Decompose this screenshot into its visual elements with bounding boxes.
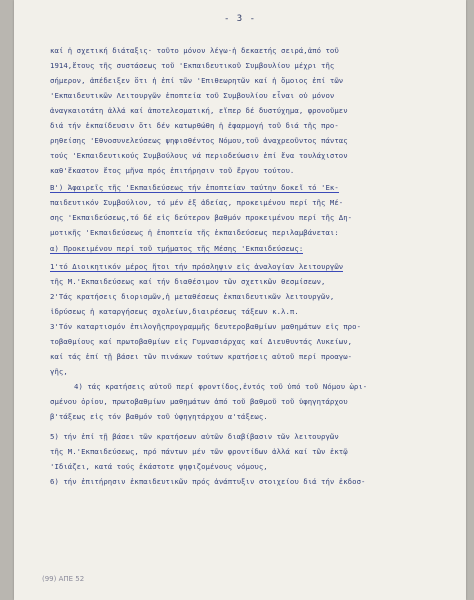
- page-number: - 3 -: [223, 14, 257, 24]
- text-line: ἀναγκαιοτάτη ἀλλά καί ἀποτελεσματική, εἴπερ δέ δυστύχημα, φρονοῦμεν: [50, 106, 348, 115]
- text-line: σης 'Εκπαιδεύσεως,τό δέ εἰς δεύτερον βαθμόν προκειμένου περί τῆς Δη-: [50, 213, 353, 222]
- document-page: [14, 0, 466, 600]
- text-line: τῆς Μ.'Εκπαιδεύσεως, πρό πάντων μέν τῶν φροντίδων ἀλλά καί τῶν ἐκτῷ: [50, 447, 348, 456]
- text-line: τῆς Μ.'Εκπαιδεύσεως καί τήν διαθέσιμον τῶν σχετικῶν θεσμίσεων,: [50, 277, 326, 286]
- text-line: καθ'ἕκαστον ἔτος μῆνα πρός ἐπιτήρησιν τοῦ ἔργου τούτου.: [50, 166, 295, 175]
- text-line: σμένου ὁρίου, πρωτοβαθμίων μαθημάτων ἀπό τοῦ βαθμοῦ τοῦ ὑφηγητάρχου: [50, 397, 348, 406]
- text-line: γῆς,: [50, 367, 68, 376]
- handwritten-archive-note: (99) ΑΠΕ 52: [42, 575, 85, 583]
- text-line: β'τάξεως εἰς τόν βαθμόν τοῦ ὑφηγητάρχου α'τάξεως.: [50, 412, 268, 421]
- text-line: 4) τάς κρατήσεις αὐτοῦ περί φροντίδος,ἐντός τοῦ ὑπό τοῦ Νόμου ὡρι-: [74, 382, 368, 391]
- text-line: 3'Τόν καταρτισμόν ἐπιλογῆςπρογραμμῆς δευτεροβαθμίων μαθημάτων εἰς προ-: [50, 322, 362, 331]
- text-line: μοτικῆς 'Εκπαιδεύσεως ἡ ἐποπτεία τῆς ἐκπαιδεύσεως περιλαμβάνεται:: [50, 228, 339, 237]
- text-line: καί τάς ἐπί τῇ βάσει τῶν πινάκων τούτων κρατήσεις αὐτοῦ περί προαγω-: [50, 352, 353, 361]
- text-line: ρηθείσης 'Εθνοσυνελεύσεως ψηφισθέντος Νόμου,τοῦ ἀναχρεοῦντος πάντας: [50, 136, 348, 145]
- text-line: καί ἡ σχετική διάταξις· τοῦτο μόνον λέγω·ἡ δεκαετής σειρά,ἀπό τοῦ: [50, 46, 339, 55]
- text-line: 5) τήν ἐπί τῇ βάσει τῶν κρατήσεων αὐτῶν διαβίβασιν τῶν λειτουργῶν: [50, 432, 339, 441]
- typed-text-body: [14, 0, 466, 600]
- text-line: 6) τήν ἐπιτήρησιν ἐκπαιδευτικῶν πρός ἀνάπτυξιν στοιχείου διά τήν ἐκδοσ-: [50, 477, 366, 486]
- text-line: τούς 'Εκπαιδευτικούς Συμβούλους νά περιοδεύωσιν ἐπί ἕνα τουλάχιστον: [50, 151, 348, 160]
- text-line: διά τήν ἐκπαίδευσιν ὅτι δέν κατωρθώθη ἡ ἐφαρμογή τοῦ διά τῆς προ-: [50, 121, 339, 130]
- text-line: τοβαθμίους καί πρωτοβαθμίων εἰς Γυμνασιάρχας καί Διευθυντάς Λυκείων,: [50, 337, 353, 346]
- text-line: παιδευτικόν Συμβούλιον, τό μέν ἐξ ἀδείας, προκειμένου περί τῆς Μέ-: [50, 198, 344, 207]
- text-line-underlined: Β') Ἀφαιρεῖς τῆς 'Εκπαιδεύσεως τήν ἐποπτείαν ταύτην δοκεῖ τό 'Εκ-: [50, 183, 339, 192]
- text-line-underlined: 1'τό Διοικητικόν μέρος ἤτοι τήν πρόσληψιν εἰς ἀναλογίαν λειτουργῶν: [50, 262, 344, 271]
- text-line: 1914,ἔτους τῆς συστάσεως τοῦ 'Εκπαιδευτικοῦ Συμβουλίου μέχρι τῆς: [50, 61, 335, 70]
- text-line: ἱδρύσεως ἡ καταργήσεως σχολείων,διαιρέσεως τάξεων κ.λ.π.: [50, 307, 299, 316]
- text-line: σήμερον, ἀπέδειξεν ὅτι ἡ ἐπί τῶν 'Επιθεωρητῶν καί ἡ ὅμοιος ἐπί τῶν: [50, 76, 344, 85]
- text-line: 2'Τάς κρατήσεις διορισμῶν,ἡ μεταθέσεως ἐκπαιδευτικῶν λειτουργῶν,: [50, 292, 335, 301]
- text-line: 'Εκπαιδευτικῶν Λειτουργῶν ἐποπτεία τοῦ Συμβουλίου εἶναι οὐ μόνον: [50, 91, 335, 100]
- text-line: [50, 244, 303, 254]
- text-line-underlined: α) Προκειμένου περί τοῦ τμήματος τῆς Μέσης 'Εκπαιδεύσεως:: [50, 244, 304, 253]
- text-line: 'Ιδιάζει, κατά τούς ἐκάστοτε ψηφιζομένους νόμους,: [50, 462, 268, 471]
- text-line: [50, 262, 343, 272]
- text-line: [50, 183, 339, 193]
